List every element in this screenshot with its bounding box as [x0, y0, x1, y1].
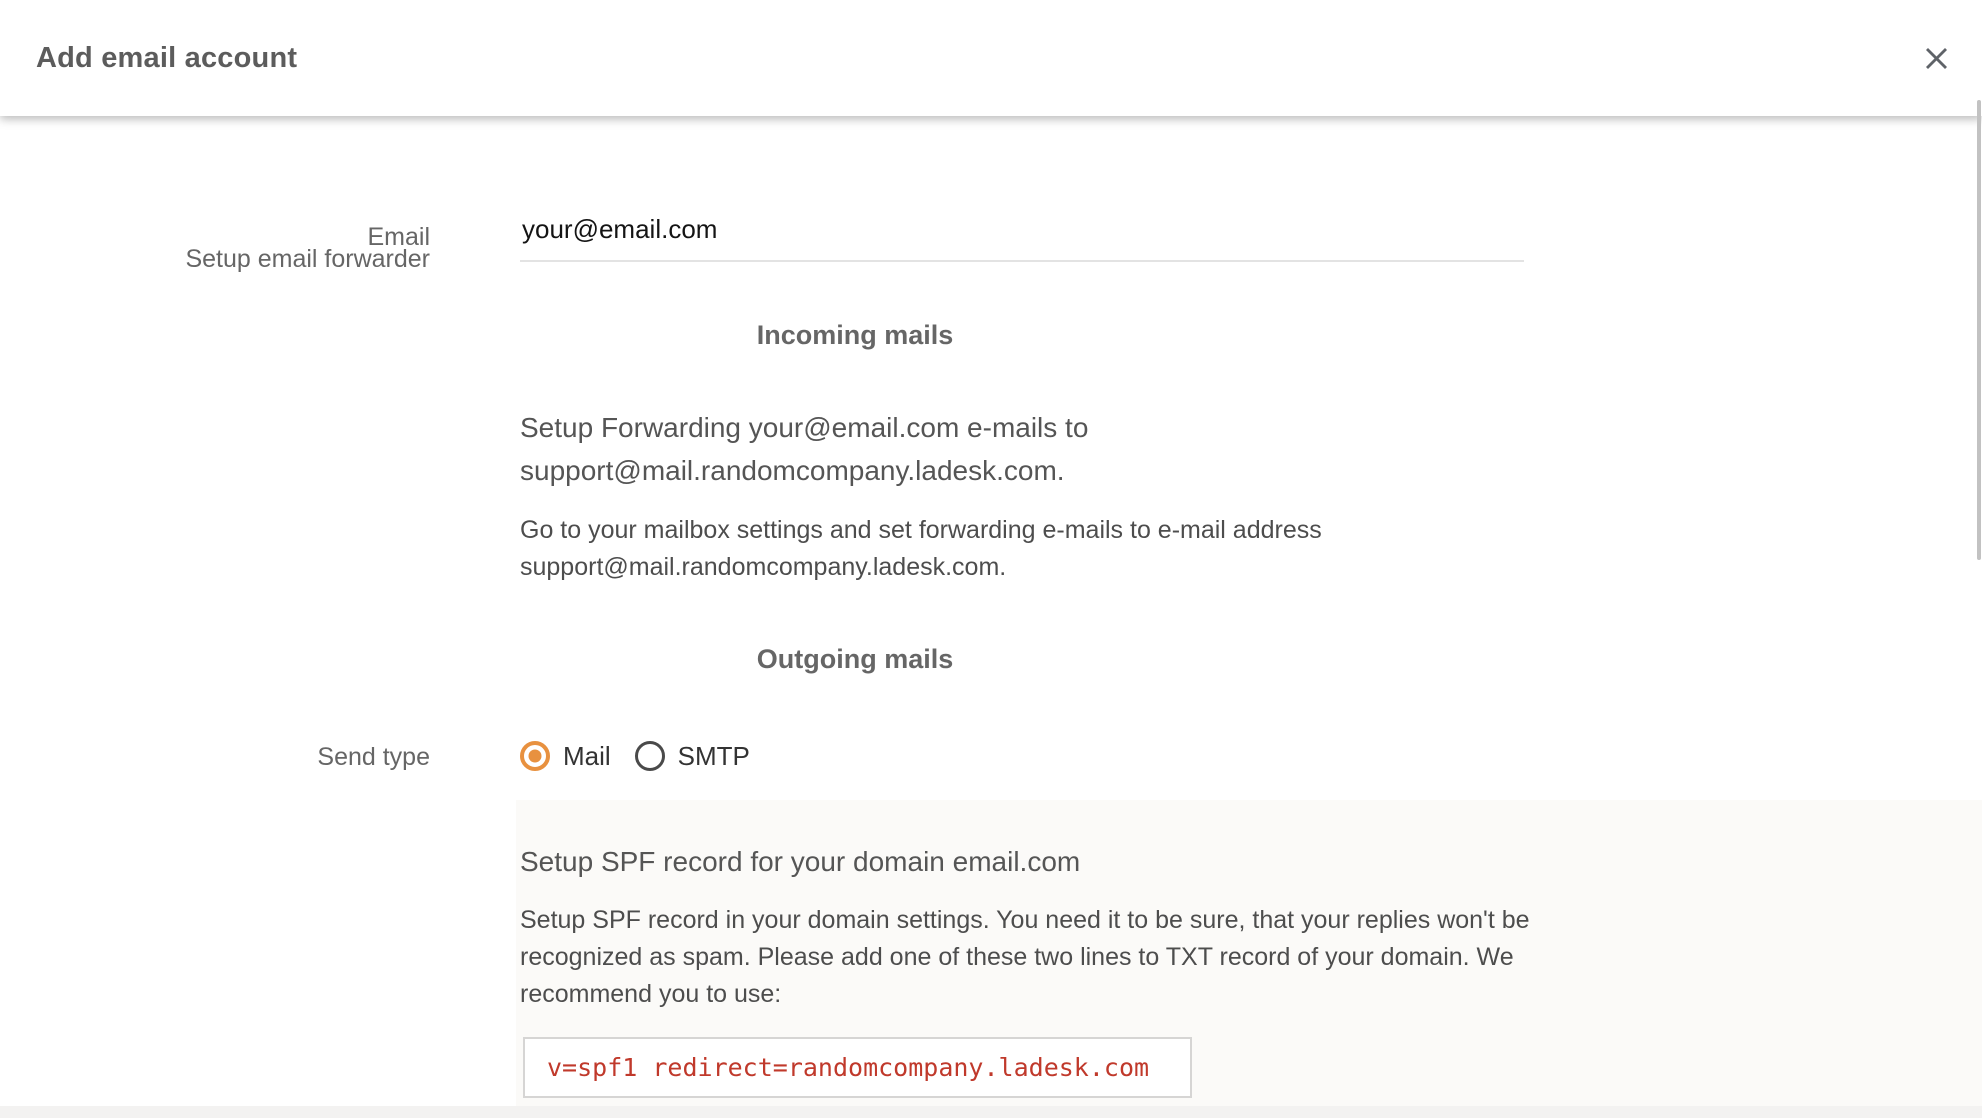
radio-dot — [529, 750, 542, 763]
forwarding-note-line-2: support@mail.randomcompany.ladesk.com. — [520, 455, 1065, 486]
mailbox-instructions — [520, 512, 1322, 586]
scrollbar-thumb[interactable] — [1977, 100, 1981, 560]
forwarding-note — [520, 406, 1088, 492]
mailbox-instructions-line-1: Go to your mailbox settings and set forwarding e-mails to e-mail address — [520, 516, 1322, 544]
spf-description-line-2: recognized as spam. Please add one of these two lines to TXT record of your domain. We — [520, 943, 1514, 971]
radio-option-mail[interactable] — [520, 741, 611, 772]
radio-mail-label: Mail — [563, 740, 611, 771]
forwarding-note-line-1: Setup Forwarding your@email.com e-mails to — [520, 412, 1089, 443]
send-type-radio-group — [520, 738, 750, 774]
radio-unselected-icon[interactable] — [635, 741, 665, 771]
incoming-mails-heading: Incoming mails — [756, 320, 954, 350]
close-button[interactable] — [1914, 36, 1958, 80]
forwarder-label: Setup email forwarder — [185, 245, 430, 273]
dialog-body — [0, 116, 1982, 1118]
close-icon — [1923, 45, 1950, 72]
mailbox-instructions-line-2: support@mail.randomcompany.ladesk.com. — [520, 553, 1007, 581]
radio-option-smtp[interactable] — [635, 741, 750, 772]
spf-description-line-3: recommend you to use: — [520, 980, 782, 1008]
bottom-strip — [0, 1106, 1982, 1118]
spf-record-text: v=spf1 redirect=randomcompany.ladesk.com — [547, 1053, 1150, 1082]
radio-smtp-label: SMTP — [677, 740, 750, 771]
spf-description-line-1: Setup SPF record in your domain settings. You need it to be sure, that your replies won't be — [520, 906, 1530, 934]
dialog-title: Add email account — [36, 41, 298, 74]
spf-heading: Setup SPF record for your domain email.com — [520, 846, 1081, 877]
email-label: Email — [367, 223, 430, 251]
email-input[interactable] — [520, 208, 1524, 262]
spf-record-box — [523, 1037, 1192, 1098]
outgoing-mails-heading: Outgoing mails — [756, 644, 954, 674]
send-type-label: Send type — [317, 743, 430, 771]
dialog-header — [0, 0, 1982, 116]
spf-description — [520, 902, 1530, 1013]
radio-selected-icon[interactable] — [520, 741, 550, 771]
